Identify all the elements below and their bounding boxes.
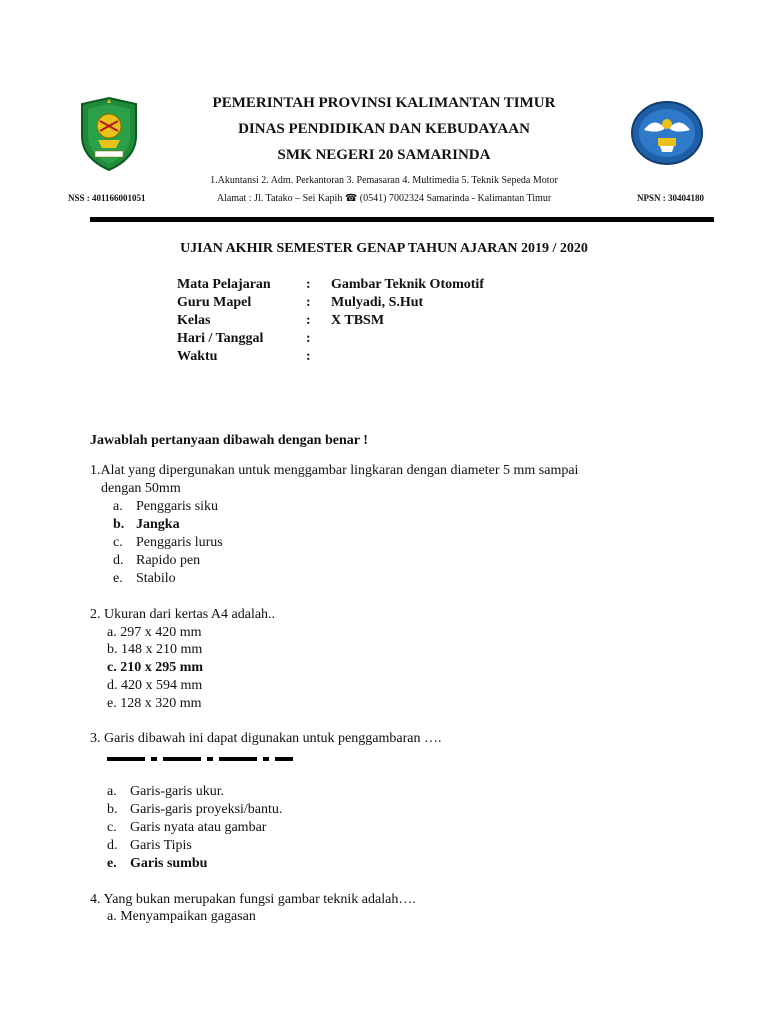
info-label: Kelas (177, 313, 211, 328)
info-value: X TBSM (331, 313, 385, 328)
option-letter: d. (107, 838, 118, 853)
header-divider (90, 217, 714, 222)
option-letter: a. (107, 784, 117, 799)
nss-number: NSS : 401166001051 (68, 193, 146, 203)
info-separator: : (306, 295, 311, 310)
info-separator: : (306, 313, 311, 328)
option-text: Stabilo (136, 571, 176, 586)
option-text: Penggaris siku (136, 499, 219, 514)
q2-option-b: b. 148 x 210 mm (107, 642, 203, 657)
info-label: Mata Pelajaran (177, 277, 271, 292)
header-school: SMK NEGERI 20 SAMARINDA (277, 147, 491, 163)
q1-option-a (113, 499, 313, 517)
option-text: Garis-garis ukur. (130, 784, 225, 799)
info-label: Waktu (177, 349, 218, 364)
info-value: Gambar Teknik Otomotif (331, 277, 484, 292)
header-programs: 1.Akuntansi 2. Adm. Perkantoran 3. Pemasaran 4. Multimedia 5. Teknik Sepeda Motor (210, 175, 558, 186)
q3-option-a (107, 784, 407, 802)
option-text: Garis Tipis (130, 838, 192, 853)
option-letter: d. (113, 553, 124, 568)
question-1-text-cont: dengan 50mm (101, 481, 181, 496)
header-government: PEMERINTAH PROVINSI KALIMANTAN TIMUR (212, 95, 556, 111)
q2-option-d: d. 420 x 594 mm (107, 678, 203, 693)
option-text: Jangka (136, 517, 180, 532)
q2-option-a: a. 297 x 420 mm (107, 625, 202, 640)
option-letter: e. (107, 856, 117, 871)
header-address: Alamat : Jl. Tatako – Sei Kapih ☎ (0541) 7002324 Samarinda - Kalimantan Timur (216, 193, 552, 204)
info-label: Guru Mapel (177, 295, 252, 310)
question-1-text: 1.Alat yang dipergunakan untuk menggambar lingkaran dengan diameter 5 mm sampai (90, 463, 579, 478)
info-separator: : (306, 277, 311, 292)
header-department: DINAS PENDIDIKAN DAN KEBUDAYAAN (238, 121, 530, 137)
option-letter: e. (113, 571, 123, 586)
q3-option-b (107, 802, 407, 820)
q1-option-e (113, 571, 313, 589)
info-label: Hari / Tanggal (177, 331, 264, 346)
npsn-number: NPSN : 30404180 (637, 193, 704, 203)
option-text: Garis nyata atau gambar (130, 820, 267, 835)
option-text: Penggaris lurus (136, 535, 223, 550)
option-letter: c. (107, 820, 117, 835)
q1-option-d (113, 553, 313, 571)
question-3-text: 3. Garis dibawah ini dapat digunakan untuk penggambaran …. (90, 731, 442, 746)
q3-option-d (107, 838, 407, 856)
q2-option-e: e. 128 x 320 mm (107, 696, 202, 711)
question-4-text: 4. Yang bukan merupakan fungsi gambar teknik adalah…. (90, 892, 416, 907)
info-separator: : (306, 349, 311, 364)
question-2-text: 2. Ukuran dari kertas A4 adalah.. (90, 607, 276, 622)
center-line-sample (107, 748, 293, 752)
option-text: Garis-garis proyeksi/bantu. (130, 802, 283, 817)
q1-option-b (113, 517, 313, 535)
q3-option-c (107, 820, 407, 838)
option-text: Rapido pen (136, 553, 201, 568)
q1-option-c (113, 535, 313, 553)
q2-option-c: c. 210 x 295 mm (107, 660, 204, 675)
instruction: Jawablah pertanyaan dibawah dengan benar ! (90, 433, 368, 448)
q4-option-a: a. Menyampaikan gagasan (107, 909, 256, 924)
option-letter: b. (113, 517, 125, 532)
exam-title: UJIAN AKHIR SEMESTER GENAP TAHUN AJARAN 2019 / 2020 (180, 241, 588, 256)
info-value: Mulyadi, S.Hut (331, 295, 424, 310)
option-letter: c. (113, 535, 123, 550)
option-text: Garis sumbu (130, 856, 208, 871)
option-letter: b. (107, 802, 118, 817)
option-letter: a. (113, 499, 123, 514)
info-separator: : (306, 331, 311, 346)
q3-option-e (107, 856, 407, 874)
